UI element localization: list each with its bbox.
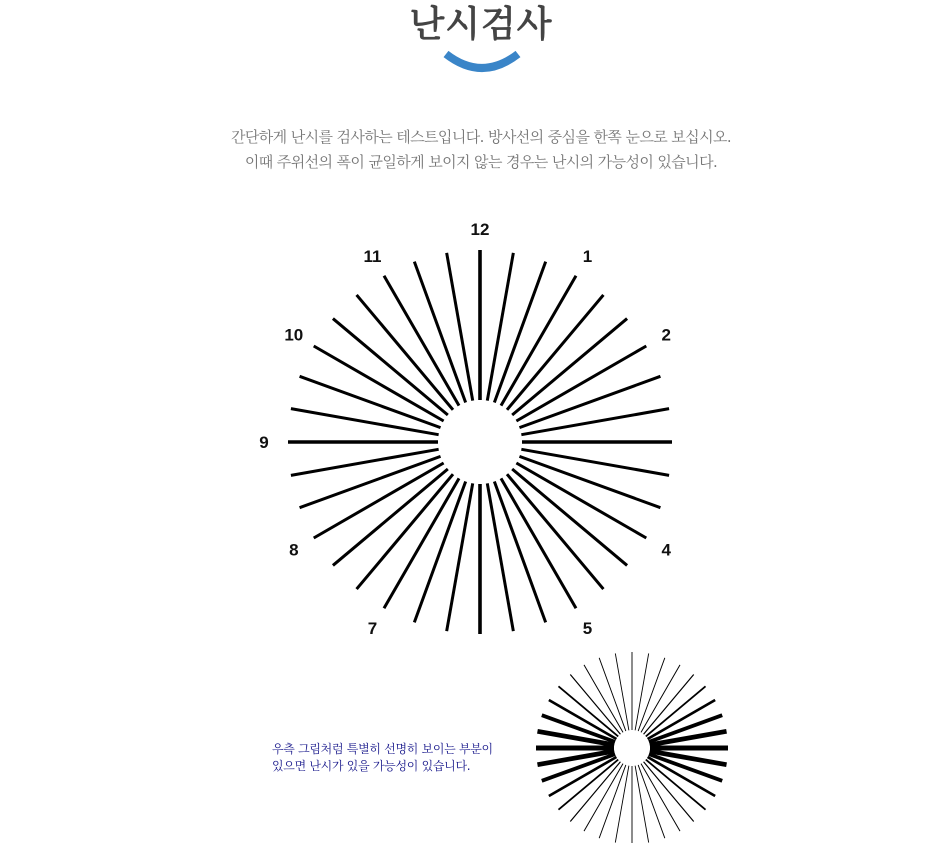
clock-label: 4 (661, 540, 671, 560)
clock-label: 8 (289, 540, 299, 560)
example-spoke (615, 766, 629, 843)
example-spoke (638, 765, 665, 838)
clock-label: 1 (582, 246, 593, 266)
clock-label: 12 (470, 220, 490, 239)
page-title: 난시검사 (409, 4, 553, 45)
clock-label: 2 (661, 325, 671, 345)
note-line-1: 우측 그림처럼 특별히 선명히 보이는 부분이 (272, 742, 493, 756)
clock-label: 9 (259, 433, 269, 452)
example-spoke (635, 766, 649, 843)
example-spoke (599, 765, 626, 838)
description-line-2: 이때 주위선의 폭이 균일하게 보이지 않는 경우는 난시의 가능성이 있습니다. (244, 153, 718, 171)
example-spoke (644, 762, 694, 822)
example-spoke (570, 762, 620, 822)
clock-label: 10 (284, 325, 304, 345)
example-spoke (599, 658, 626, 731)
clock-label: 7 (367, 619, 378, 639)
example-spoke (638, 658, 665, 731)
description-line-1: 간단하게 난시를 검사하는 테스트입니다. 방사선의 중심을 한쪽 눈으로 보십시오. (230, 128, 732, 146)
example-spoke (615, 653, 629, 730)
clock-label: 11 (363, 246, 382, 266)
example-spoke (570, 674, 620, 734)
example-spoke (644, 674, 694, 734)
example-spoke (635, 653, 649, 730)
clock-label: 5 (582, 619, 593, 639)
note-line-2: 있으면 난시가 있을 가능성이 있습니다. (272, 759, 471, 773)
